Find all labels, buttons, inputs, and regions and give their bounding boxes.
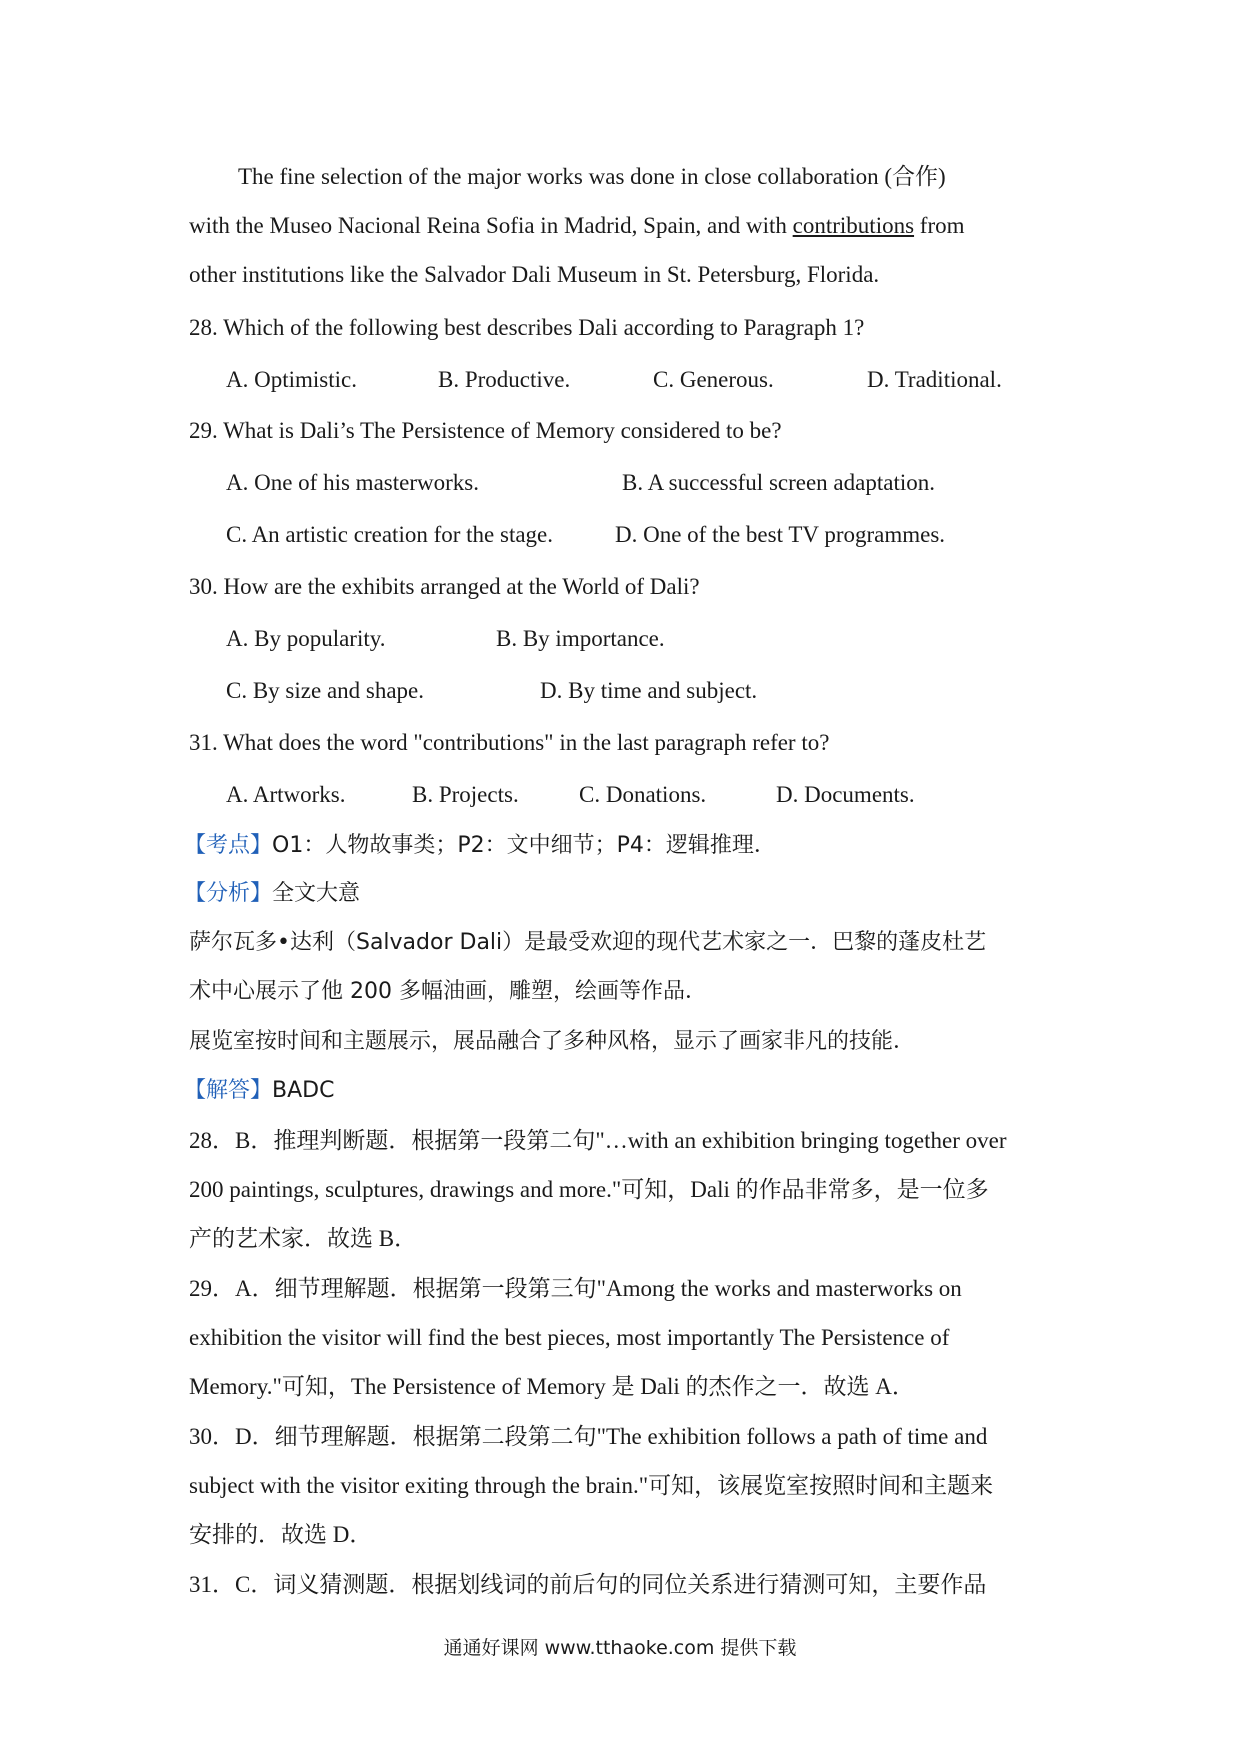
passage-line-2-end: from [914, 213, 965, 238]
option-29-d: D. One of the best TV programmes. [615, 522, 946, 547]
option-30-c: C. By size and shape. [226, 678, 425, 703]
answer-28-line-2: 200 paintings, sculptures, drawings and more."可知，Dali 的作品非常多，是一位多 [189, 1177, 989, 1202]
answer-29-line-1: 29．A．细节理解题．根据第一段第三句"Among the works and masterworks on [189, 1276, 962, 1301]
summary-line-1: 萨尔瓦多•达利（Salvador Dali）是最受欢迎的现代艺术家之一．巴黎的蓬皮杜艺 [189, 930, 987, 955]
option-28-d: D. Traditional. [867, 367, 1002, 392]
option-28-a: A. Optimistic. [226, 367, 357, 392]
answer-28-line-3: 产的艺术家．故选 B． [189, 1226, 418, 1251]
jieda-line [184, 1076, 334, 1106]
question-29-stem: 29. What is Dali’s The Persistence of Memory considered to be? [189, 418, 782, 443]
passage-line-3: other institutions like the Salvador Dali Museum in St. Petersburg, Florida. [189, 262, 880, 287]
option-28-c: C. Generous. [653, 367, 774, 392]
fenxi-label: 【分析】 [184, 881, 273, 906]
question-30-stem: 30. How are the exhibits arranged at the World of Dali? [189, 574, 700, 599]
answer-30-line-2: subject with the visitor exiting through the brain."可知，该展览室按照时间和主题来 [189, 1473, 994, 1498]
passage-line-2 [189, 211, 965, 241]
option-30-a: A. By popularity. [226, 626, 386, 651]
passage-line-2-start: with the Museo Nacional Reina Sofia in Madrid, Spain, and with [189, 213, 793, 238]
option-31-a: A. Artworks. [226, 782, 346, 807]
summary-line-2: 术中心展示了他 200 多幅油画，雕塑，绘画等作品． [189, 979, 707, 1004]
answer-28-line-1: 28．B．推理判断题．根据第一段第二句"…with an exhibition bringing together over [189, 1128, 1007, 1153]
option-31-d: D. Documents. [776, 782, 915, 807]
option-30-d: D. By time and subject. [540, 678, 758, 703]
option-29-a: A. One of his masterworks. [226, 470, 479, 495]
answer-29-line-2: exhibition the visitor will find the best pieces, most importantly The Persistence of [189, 1325, 950, 1350]
answer-31-line-1: 31．C．词义猜测题．根据划线词的前后句的同位关系进行猜测可知，主要作品 [189, 1572, 987, 1597]
jieda-label: 【解答】 [184, 1078, 273, 1103]
answer-29-line-3: Memory."可知，The Persistence of Memory 是 Dali 的杰作之一．故选 A． [189, 1374, 915, 1399]
question-28-stem: 28. Which of the following best describes Dali according to Paragraph 1? [189, 315, 865, 340]
kaodian-line [184, 831, 776, 861]
summary-line-3: 展览室按时间和主题展示，展品融合了多种风格，显示了画家非凡的技能． [189, 1029, 916, 1054]
answer-30-line-3: 安排的．故选 D． [189, 1522, 373, 1547]
option-31-c: C. Donations. [579, 782, 707, 807]
fenxi-line [184, 879, 360, 909]
option-31-b: B. Projects. [412, 782, 519, 807]
kaodian-text: O1：人物故事类；P2：文中细节；P4：逻辑推理． [272, 833, 776, 858]
page-footer: 通通好课网 www.tthaoke.com 提供下载 [443, 1637, 797, 1659]
option-29-b: B. A successful screen adaptation. [622, 470, 935, 495]
question-31-stem: 31. What does the word "contributions" in the last paragraph refer to? [189, 730, 830, 755]
option-29-c: C. An artistic creation for the stage. [226, 522, 554, 547]
option-28-b: B. Productive. [438, 367, 571, 392]
underlined-word-contributions: contributions [792, 213, 915, 238]
kaodian-label: 【考点】 [184, 833, 273, 858]
answer-30-line-1: 30．D．细节理解题．根据第二段第二句"The exhibition follows a path of time and [189, 1424, 988, 1449]
jieda-text: BADC [272, 1078, 335, 1103]
passage-line-1: The fine selection of the major works was done in close collaboration (合作) [238, 164, 946, 189]
option-30-b: B. By importance. [496, 626, 665, 651]
fenxi-text: 全文大意 [272, 881, 361, 906]
